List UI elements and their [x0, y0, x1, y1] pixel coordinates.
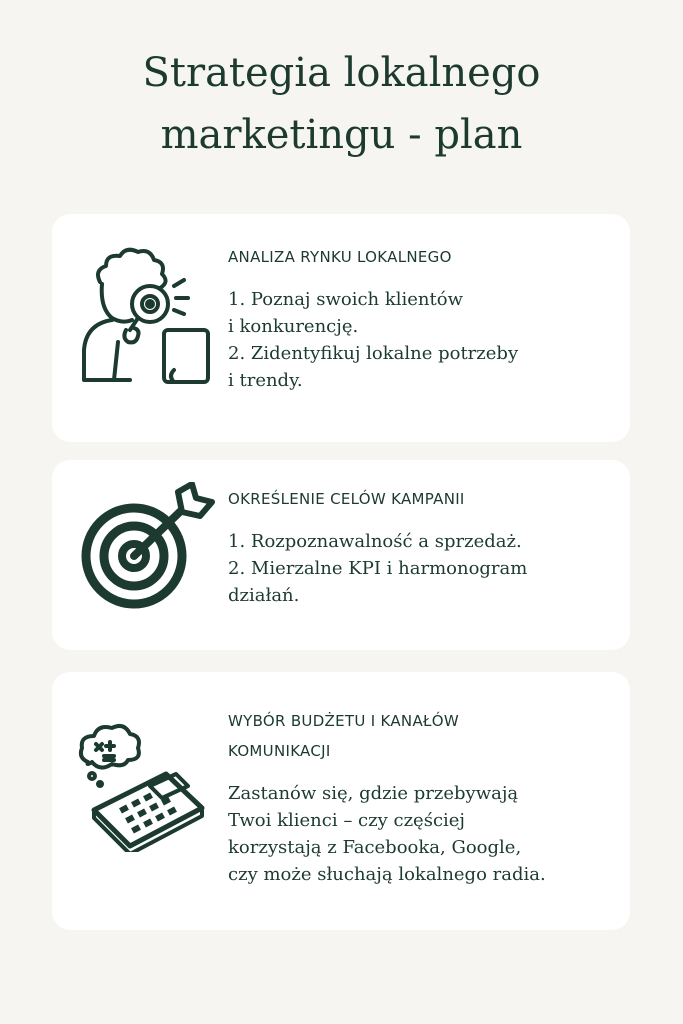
page-title [0, 42, 683, 166]
section-budget-channels [52, 672, 630, 930]
section-heading [228, 706, 612, 766]
calculator-icon [70, 722, 220, 856]
section-heading: OKREŚLENIE CELÓW KAMPANII [228, 490, 465, 508]
section-body [228, 528, 620, 609]
list-item: 2. Zidentyfikuj lokalne potrzeby i trendy. [228, 343, 519, 391]
title-line-1: Strategia lokalnego [142, 50, 541, 96]
list-item: 1. Rozpoznawalność a sprzedaż. [228, 531, 522, 552]
magnifier-person-icon [70, 242, 220, 391]
section-body [228, 780, 620, 888]
section-campaign-goals [52, 460, 630, 650]
section-heading: ANALIZA RYNKU LOKALNEGO [228, 248, 452, 266]
paragraph: Zastanów się, gdzie przebywają Twoi klienci – czy częściej korzystają z Facebooka, Google, czy może słuchają lokalnego radia. [228, 783, 546, 885]
list-item: 1. Poznaj swoich klientów i konkurencję. [228, 289, 464, 337]
title-line-2: marketingu - plan [160, 112, 523, 158]
section-market-analysis [52, 214, 630, 442]
section-heading-line-2: KOMUNIKACJI [228, 742, 331, 760]
section-heading-line-1: WYBÓR BUDŻETU I KANAŁÓW [228, 712, 459, 730]
target-arrow-icon [70, 482, 220, 616]
list-item: 2. Mierzalne KPI i harmonogram działań. [228, 558, 528, 606]
section-body [228, 286, 620, 394]
